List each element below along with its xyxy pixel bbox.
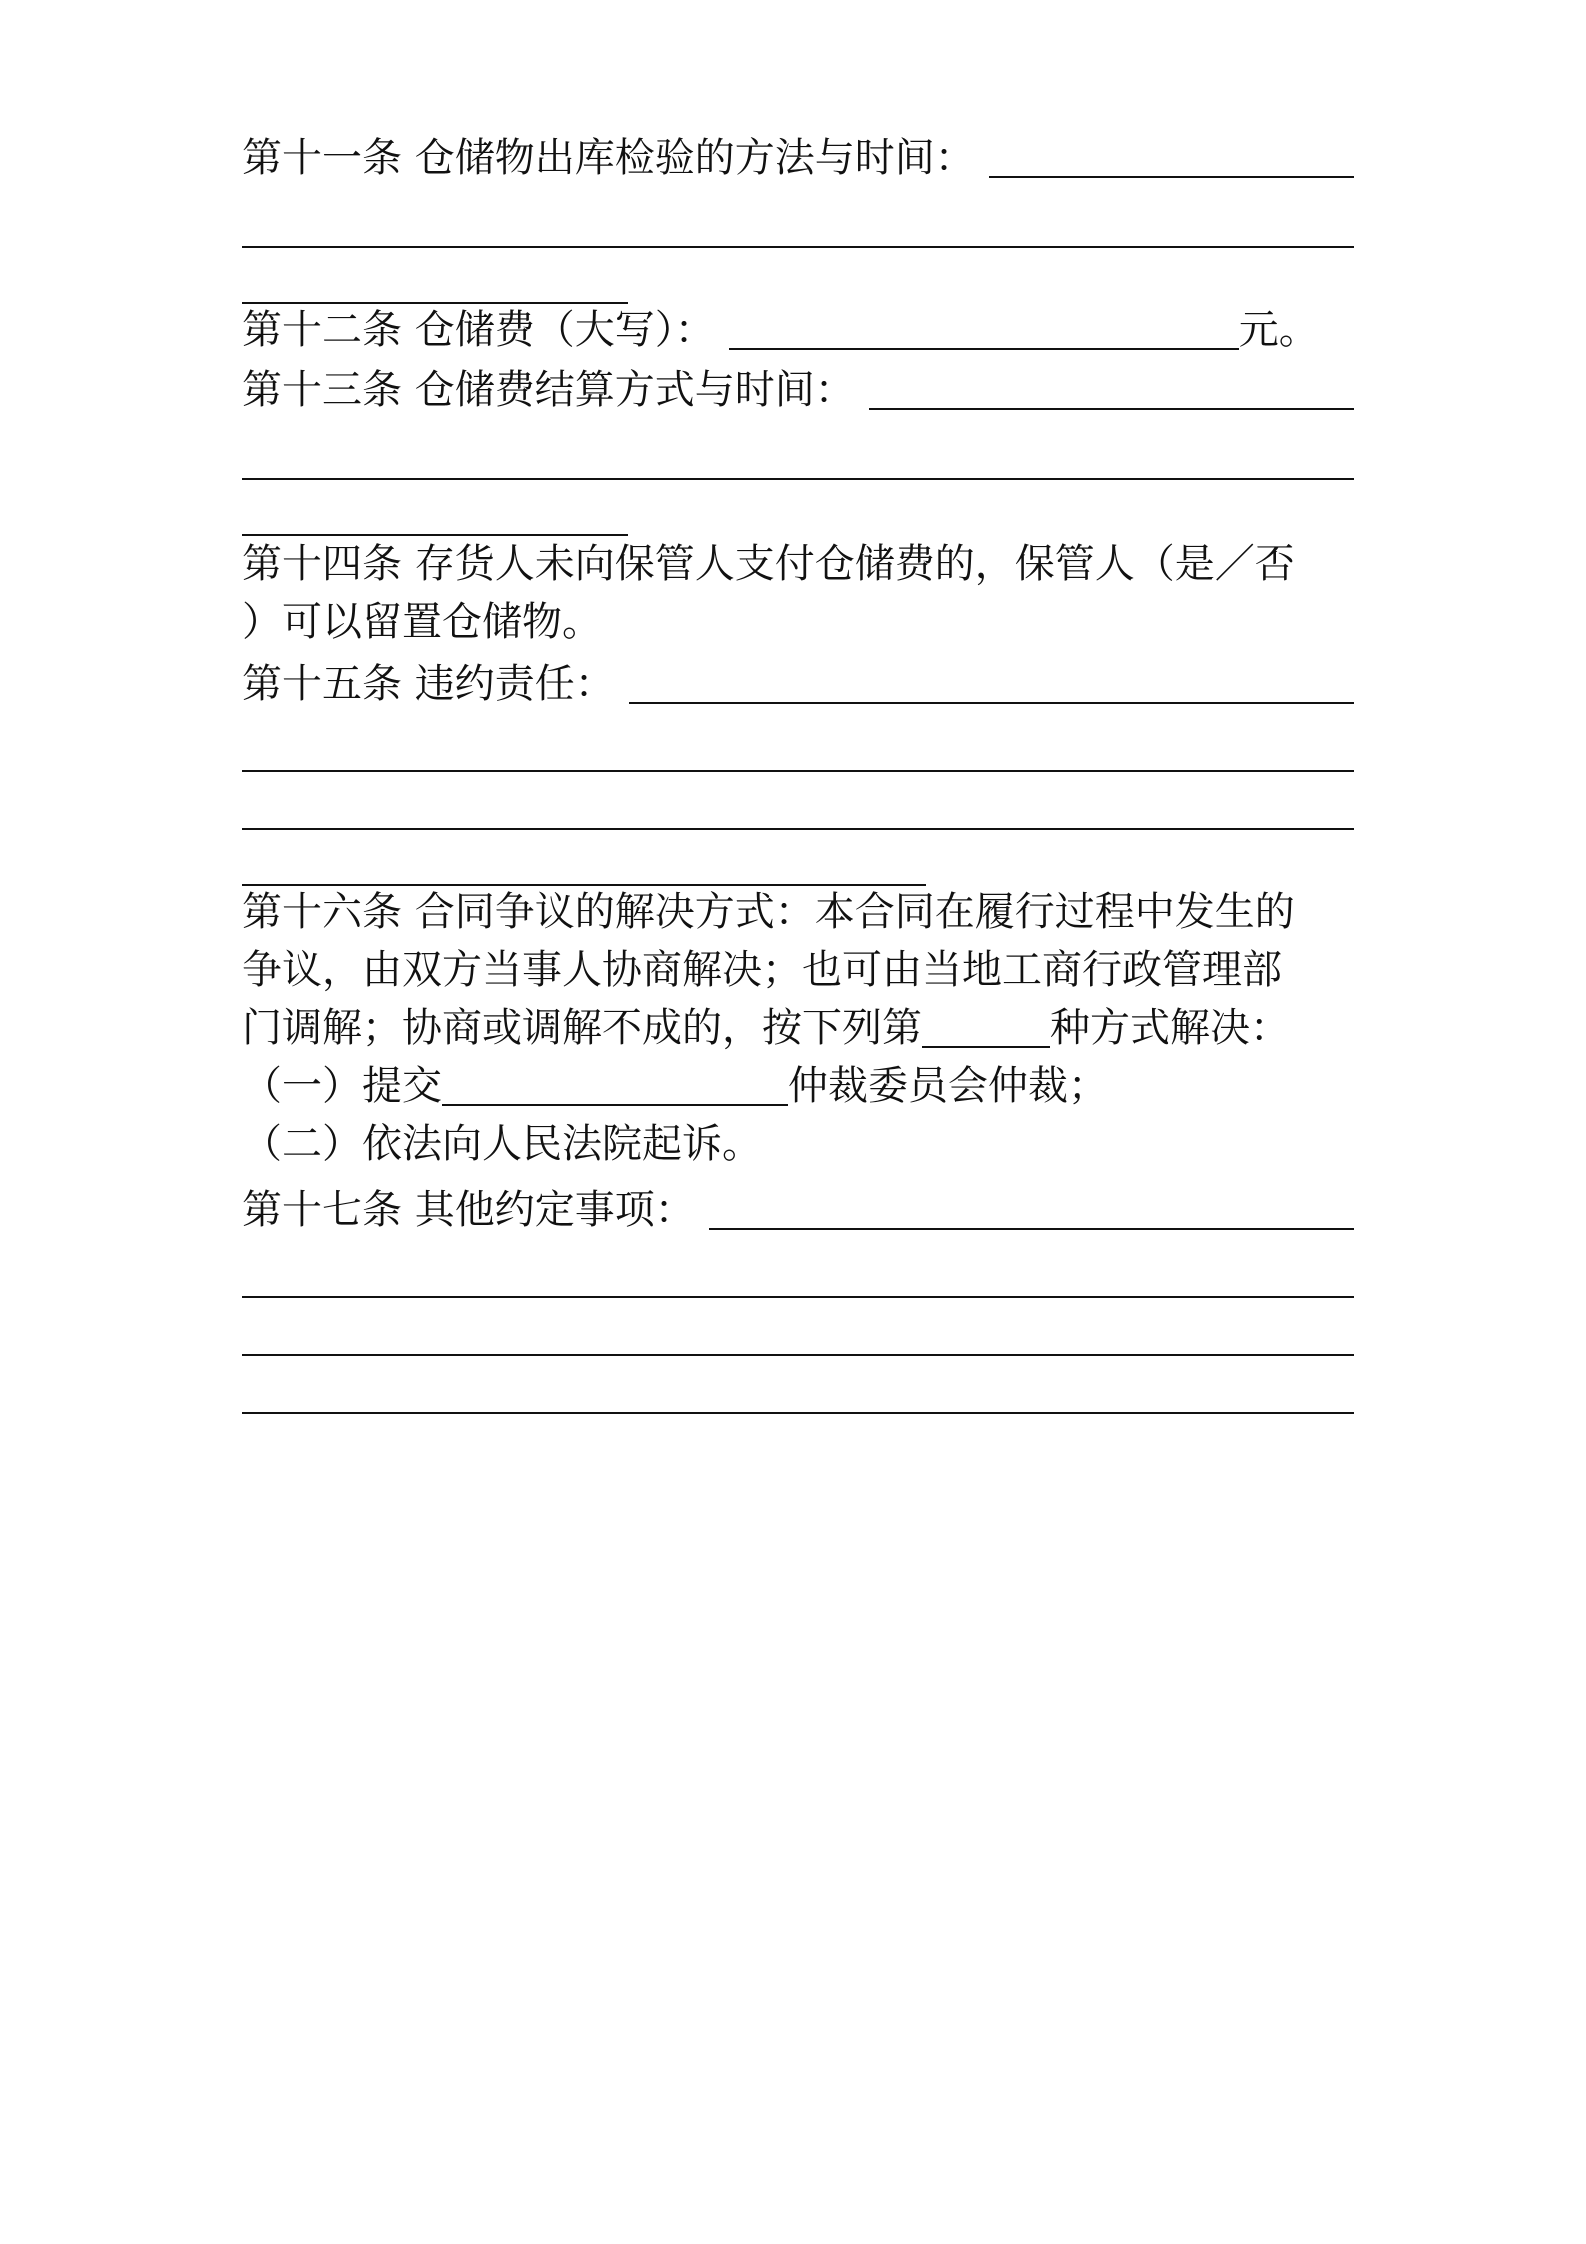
article-16-text-3b: 种方式解决： xyxy=(1050,1005,1290,1051)
article-13-continuation xyxy=(242,428,1354,492)
article-14-line-1 xyxy=(242,532,1354,596)
article-17-blank-line-3[interactable] xyxy=(242,1354,1354,1356)
article-14-text-2: ）可以留置仓储物。 xyxy=(242,599,602,645)
article-16-choice-blank[interactable] xyxy=(922,1046,1050,1048)
arbitration-commission-blank[interactable] xyxy=(442,1104,788,1106)
article-16-text-1: 第十六条 合同争议的解决方式：本合同在履行过程中发生的 xyxy=(242,889,1295,935)
article-17-continuation xyxy=(242,1246,1354,1310)
article-14-text-1: 第十四条 存货人未向保管人支付仓储费的，保管人（是／否 xyxy=(242,541,1295,587)
article-13-text: 第十三条 仓储费结算方式与时间： xyxy=(242,367,855,413)
article-15-blank-line-3[interactable] xyxy=(242,828,1354,830)
article-17-blank[interactable] xyxy=(709,1228,1354,1230)
article-13-blank[interactable] xyxy=(869,408,1354,410)
article-17-line xyxy=(242,1178,1354,1242)
article-11-text: 第十一条 仓储物出库检验的方法与时间： xyxy=(242,135,975,181)
article-15-continuation xyxy=(242,720,1354,784)
article-16-option-1 xyxy=(242,1054,1354,1118)
option-1-text: （一）提交 xyxy=(242,1063,442,1109)
article-15-blank[interactable] xyxy=(629,702,1354,704)
article-12-fee-blank[interactable] xyxy=(729,348,1239,350)
article-11-continuation xyxy=(242,196,1354,260)
article-17-blank-line-2[interactable] xyxy=(242,1296,1354,1298)
article-16-text-2: 争议，由双方当事人协商解决；也可由当地工商行政管理部 xyxy=(242,947,1282,993)
article-14-line-2 xyxy=(242,590,1354,654)
article-12-text: 第十二条 仓储费（大写）： xyxy=(242,307,715,353)
article-16-option-2 xyxy=(242,1112,1354,1176)
article-16-text-3: 门调解；协商或调解不成的，按下列第 xyxy=(242,1005,922,1051)
article-11-line xyxy=(242,126,1354,190)
article-15-text: 第十五条 违约责任： xyxy=(242,661,615,707)
article-15-blank-line-2[interactable] xyxy=(242,770,1354,772)
article-11-blank-line-2[interactable] xyxy=(242,246,1354,248)
article-16-line-2 xyxy=(242,938,1354,1002)
article-17-text: 第十七条 其他约定事项： xyxy=(242,1187,695,1233)
article-15-line xyxy=(242,652,1354,716)
article-16-line-3 xyxy=(242,996,1354,1060)
article-17-blank-line-4[interactable] xyxy=(242,1412,1354,1414)
article-12-unit: 元。 xyxy=(1238,307,1319,353)
article-11-blank[interactable] xyxy=(989,176,1354,178)
article-17-continuation xyxy=(242,1362,1354,1426)
option-2-text: （二）依法向人民法院起诉。 xyxy=(242,1121,762,1167)
article-13-line xyxy=(242,358,1354,422)
article-12-line xyxy=(242,298,1354,362)
option-1-text-after: 仲裁委员会仲裁； xyxy=(788,1063,1108,1109)
article-17-continuation xyxy=(242,1304,1354,1368)
article-16-line-1 xyxy=(242,880,1354,944)
article-15-continuation xyxy=(242,778,1354,842)
article-13-blank-line-2[interactable] xyxy=(242,478,1354,480)
